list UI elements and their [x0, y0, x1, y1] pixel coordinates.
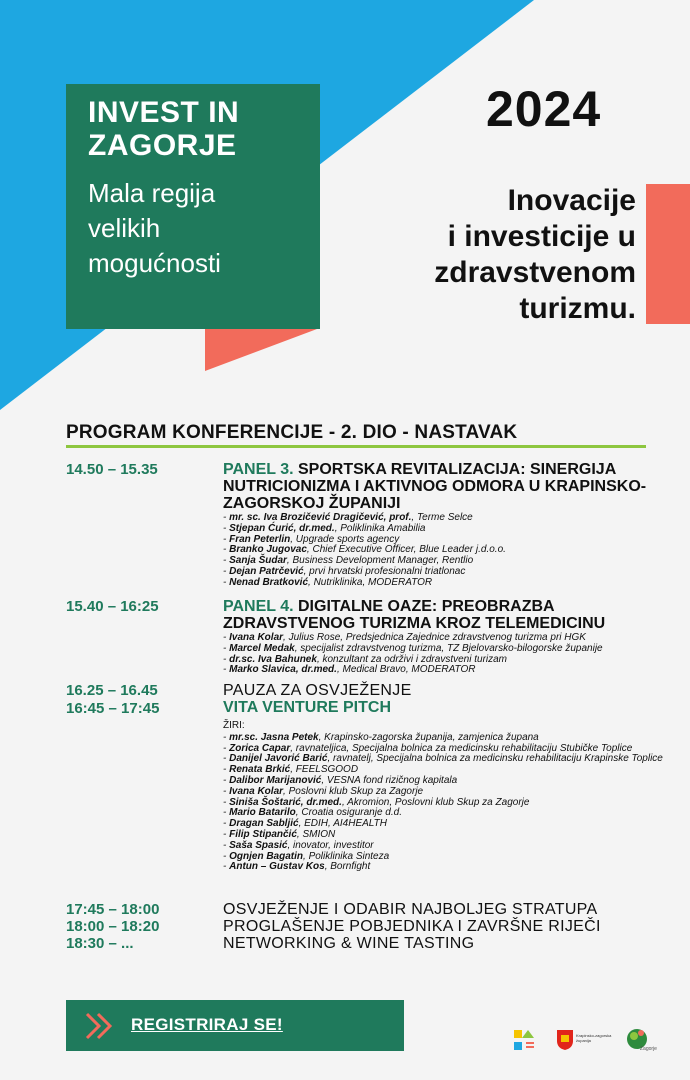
person-entry: - Branko Jugovac, Chief Executive Officer, Blue Leader j.d.o.o.	[223, 544, 506, 556]
person-name: Filip Stipančić	[229, 828, 297, 840]
person-entry: - Dragan Sabljić, EDIH, AI4HEALTH	[223, 818, 387, 830]
person-name: Dragan Sabljić	[229, 818, 299, 830]
slot-time: 17:45 – 18:00	[66, 901, 160, 918]
person-role: , Poliklinika Amabilia	[334, 522, 426, 534]
program-divider	[66, 445, 646, 448]
person-name: Ivana Kolar	[229, 632, 284, 643]
person-role: , Upgrade sports agency	[290, 533, 400, 545]
person-role: , prvi hrvatski profesionalni triatlonac	[303, 565, 466, 577]
person-role: , Krapinsko-zagorska županija, zamjenica župana	[318, 731, 539, 743]
closing-item: PROGLAŠENJE POBJEDNIKA I ZAVRŠNE RIJEČI	[223, 918, 601, 935]
brand-tagline: Mala regija velikih mogućnosti	[88, 178, 221, 278]
person-name: Renata Brkić	[229, 764, 291, 776]
person-role: , specijalist zdravstvenog turizma, TZ Bjelovarsko-bilogorske županije	[294, 642, 603, 654]
speaker-list	[223, 513, 663, 589]
speaker-list	[223, 633, 663, 676]
slot-time: 16:45 – 17:45	[66, 700, 160, 717]
person-role: , SMION	[296, 828, 336, 840]
slot-time: 14.50 – 15.35	[66, 461, 158, 478]
slot-content	[223, 461, 663, 589]
slot-time: 16.25 – 16.45	[66, 682, 158, 699]
break-label: PAUZA ZA OSVJEŽENJE	[223, 682, 412, 699]
person-role: , Akromion, Poslovni klub Skup za Zagorje	[341, 796, 530, 808]
coral-bar	[646, 184, 690, 324]
coral-triangle	[205, 329, 317, 371]
person-role: , ravnatelj, Specijalna bolnica za medicinsku rehabilitaciju Krapinske Toplice	[327, 753, 663, 765]
person-entry: - Dejan Patrčević, prvi hrvatski profesionalni triatlonac	[223, 565, 466, 577]
person-name: Ognjen Bagatin	[229, 850, 304, 862]
county-coat-of-arms	[556, 1029, 574, 1051]
person-entry: - Renata Brkić, FEELSGOOD	[223, 764, 359, 776]
zagorje-logo-text: Zagorje	[640, 1046, 657, 1052]
person-role: , Medical Bravo, MODERATOR	[336, 664, 476, 676]
person-entry: - mr. sc. Iva Brozičević Dragičević, prof., Terme Selce	[223, 512, 473, 523]
person-name: Sanja Šudar	[229, 555, 287, 567]
person-entry: - Nenad Bratković, Nutriklinika, MODERATOR	[223, 576, 433, 588]
person-name: Siniša Šoštarić, dr.med.	[229, 796, 342, 808]
person-name: Dejan Patrčević	[229, 565, 304, 577]
headline: Inovacije i investicije u zdravstvenom turizmu.	[434, 184, 636, 325]
person-entry: - Zorica Capar, ravnateljica, Specijalna bolnica za medicinsku rehabilitaciju Stubičke Toplice	[223, 742, 633, 754]
partner-logos	[510, 1026, 670, 1056]
slot-time: 18:00 – 18:20	[66, 918, 160, 935]
person-entry: - Fran Peterlin, Upgrade sports agency	[223, 533, 400, 545]
person-entry: - Mario Batarilo, Croatia osiguranje d.d.	[223, 807, 402, 819]
double-chevron-icon	[84, 1011, 118, 1041]
county-logo-text: Krapinsko-zagorska županija	[576, 1033, 612, 1043]
slot-time: 15.40 – 16:25	[66, 598, 159, 615]
jury-label: ŽIRI:	[223, 720, 245, 731]
register-button-label: REGISTRIRAJ SE!	[131, 1015, 283, 1034]
person-entry: - dr.sc. Iva Bahunek, konzultant za održivi i zdravstveni turizam	[223, 653, 508, 665]
person-name: Stjepan Ćurić, dr.med.	[229, 522, 335, 534]
brand-title: INVEST IN ZAGORJE	[88, 96, 240, 162]
panel-heading: PANEL 4. DIGITALNE OAZE: PREOBRAZBA ZDRAVSTVENOG TURIZMA KROZ TELEMEDICINU	[223, 598, 606, 632]
person-entry: - mr.sc. Jasna Petek, Krapinsko-zagorska županija, zamjenica župana	[223, 731, 539, 743]
person-entry: - Antun – Gustav Kos, Bornfight	[223, 861, 371, 873]
person-entry: - Siniša Šoštarić, dr.med., Akromion, Poslovni klub Skup za Zagorje	[223, 796, 530, 808]
person-entry: - Ivana Kolar, Julius Rose, Predsjednica Zajednice zdravstvenog turizma pri HGK	[223, 632, 586, 643]
person-role: , Poliklinika Sinteza	[303, 850, 390, 862]
person-entry: - Danijel Javorić Barić, ravnatelj, Specijalna bolnica za medicinsku rehabilitaciju Krapinske Toplice	[223, 753, 663, 765]
person-name: Fran Peterlin	[229, 533, 291, 545]
person-entry: - Marko Slavica, dr.med., Medical Bravo, MODERATOR	[223, 664, 476, 676]
person-name: Dalibor Marijanović	[229, 774, 322, 786]
program-title: PROGRAM KONFERENCIJE - 2. DIO - NASTAVAK	[66, 422, 518, 443]
person-entry: - Saša Spasić, inovator, investitor	[223, 839, 374, 851]
person-entry: - Dalibor Marijanović, VESNA fond rizičnog kapitala	[223, 774, 458, 786]
person-name: Mario Batarilo	[229, 807, 296, 819]
person-role: , Bornfight	[324, 861, 371, 873]
person-name: Zorica Capar	[229, 742, 291, 754]
person-entry: - Stjepan Ćurić, dr.med., Poliklinika Amabilia	[223, 522, 426, 534]
closing-item: OSVJEŽENJE I ODABIR NAJBOLJEG STRATUPA	[223, 901, 598, 918]
person-role: , Chief Executive Officer, Blue Leader j.d.o.o.	[306, 544, 506, 556]
person-name: mr. sc. Iva Brozičević Dragičević, prof.	[229, 512, 412, 523]
person-name: mr.sc. Jasna Petek	[229, 731, 319, 743]
person-entry: - Marcel Medak, specijalist zdravstvenog turizma, TZ Bjelovarsko-bilogorske županije	[223, 642, 603, 654]
person-entry: - Filip Stipančić, SMION	[223, 828, 336, 840]
invest-in-zagorje-logo	[512, 1028, 538, 1054]
slot-content	[223, 901, 663, 952]
person-role: , FEELSGOOD	[290, 764, 359, 776]
person-entry: - Ognjen Bagatin, Poliklinika Sinteza	[223, 850, 390, 862]
slot-content	[223, 682, 663, 873]
person-role: , Poslovni klub Skup za Zagorje	[283, 785, 424, 797]
register-button[interactable]	[66, 1000, 404, 1051]
person-role: , Croatia osiguranje d.d.	[295, 807, 402, 819]
panel-heading: PANEL 3. SPORTSKA REVITALIZACIJA: SINERGIJA NUTRICIONIZMA I AKTIVNOG ODMORA U KRAPINSKO-ZAGORSKOJ ŽUPANIJI	[223, 461, 647, 512]
person-name: Saša Spasić	[229, 839, 288, 851]
person-name: Antun – Gustav Kos	[229, 861, 325, 873]
person-role: , konzultant za održivi i zdravstveni turizam	[316, 653, 508, 665]
person-role: , Terme Selce	[411, 512, 473, 523]
person-name: Danijel Javorić Barić	[229, 753, 328, 765]
person-role: , EDIH, AI4HEALTH	[298, 818, 387, 830]
slot-time: 18:30 – ...	[66, 935, 134, 952]
person-role: , ravnateljica, Specijalna bolnica za medicinsku rehabilitaciju Stubičke Toplice	[290, 742, 633, 754]
person-role: , Julius Rose, Predsjednica Zajednice zdravstvenog turizma pri HGK	[283, 632, 586, 643]
person-entry: - Ivana Kolar, Poslovni klub Skup za Zagorje	[223, 785, 424, 797]
person-name: Marko Slavica, dr.med.	[229, 664, 337, 676]
person-name: Marcel Medak	[229, 642, 295, 654]
person-name: Ivana Kolar	[229, 785, 284, 797]
pitch-label: VITA VENTURE PITCH	[223, 699, 392, 716]
person-role: , inovator, investitor	[287, 839, 374, 851]
person-entry: - Sanja Šudar, Business Development Manager, Rentlio	[223, 555, 474, 567]
person-role: , Business Development Manager, Rentlio	[286, 555, 474, 567]
year: 2024	[486, 81, 602, 137]
person-name: Nenad Bratković	[229, 576, 309, 588]
closing-item: NETWORKING & WINE TASTING	[223, 935, 475, 952]
slot-content	[223, 598, 663, 676]
jury-list	[223, 733, 663, 873]
brand-box	[66, 84, 320, 329]
person-name: Branko Jugovac	[229, 544, 307, 556]
person-name: dr.sc. Iva Bahunek	[229, 653, 317, 665]
person-role: , Nutriklinika, MODERATOR	[308, 576, 433, 588]
person-role: , VESNA fond rizičnog kapitala	[321, 774, 458, 786]
